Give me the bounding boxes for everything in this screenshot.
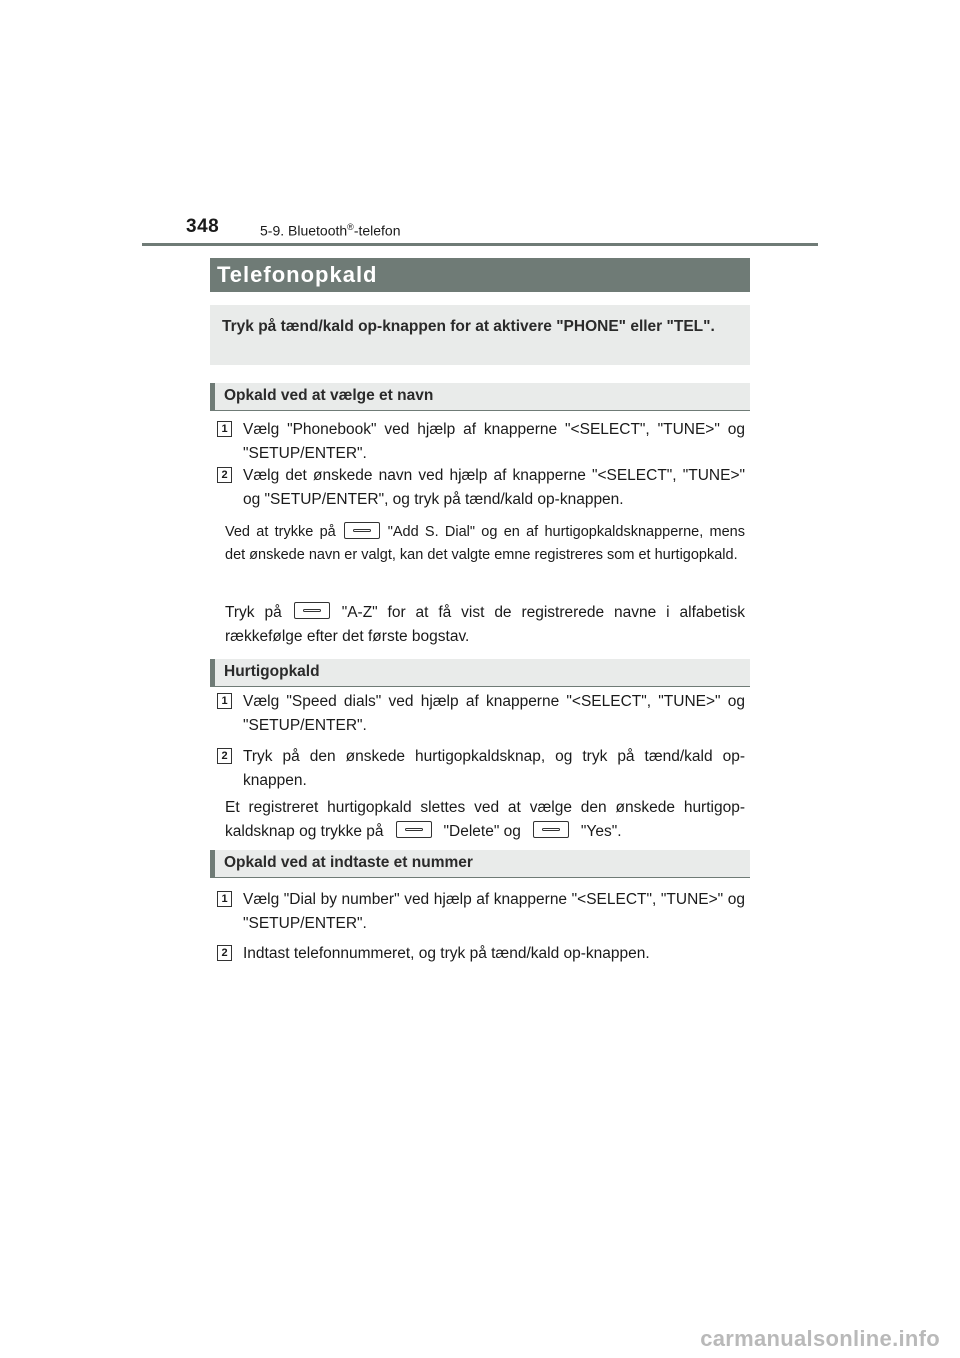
note-text: "Add S. Dial" og en af hurtigopkaldsknapperne, mens det ønskede navn er valgt, kan det valgte emne registreres som et hurtigopkald.	[225, 524, 745, 563]
step	[217, 690, 745, 738]
step	[217, 942, 745, 966]
note-add-speed-dial	[225, 521, 745, 567]
step-text: Tryk på den ønskede hurtigopkaldsknap, og tryk på tænd/kald op-knappen.	[243, 748, 745, 789]
note-text: "A-Z" for at få vist de registrerede navne i alfabetisk rækkefølge efter det første bogstav.	[225, 604, 745, 645]
steering-switch-icon	[396, 821, 432, 838]
step	[217, 745, 745, 793]
step-text: Indtast telefonnummeret, og tryk på tænd/kald op-knappen.	[243, 945, 650, 962]
note-text: Tryk på	[225, 604, 282, 621]
note-a-z	[225, 601, 745, 649]
step-number: 2	[217, 945, 232, 961]
registered-mark: ®	[347, 222, 354, 232]
step-number: 1	[217, 891, 232, 907]
note-text: Ved at trykke på	[225, 524, 336, 540]
step-text: Vælg "Speed dials" ved hjælp af knapperne "<SELECT", "TUNE>" og "SETUP/ENTER".	[243, 693, 745, 734]
chapter-prefix: 5-9. Bluetooth	[260, 222, 348, 239]
intro-box: Tryk på tænd/kald op-knappen for at aktivere "PHONE" eller "TEL".	[210, 305, 750, 365]
note-text: "Yes".	[580, 823, 622, 840]
note-text: "Delete" og	[443, 823, 521, 840]
steering-switch-icon	[533, 821, 569, 838]
chapter-title	[260, 222, 401, 239]
step	[217, 464, 745, 512]
step-number: 1	[217, 421, 232, 437]
step-number: 2	[217, 748, 232, 764]
subsection-heading-dial-number: Opkald ved at indtaste et nummer	[210, 850, 750, 878]
step	[217, 888, 745, 936]
page-number: 348	[186, 216, 220, 237]
note-text: Et registreret hurtigopkald slettes ved at vælge den ønskede hurtigop-kaldsknap og trykke på	[225, 799, 745, 840]
step	[217, 418, 745, 466]
steering-switch-icon	[344, 522, 380, 539]
note-delete-speed-dial	[225, 796, 745, 844]
header-rule	[142, 243, 818, 246]
subsection-heading-speed-dial: Hurtigopkald	[210, 659, 750, 687]
step-text: Vælg "Phonebook" ved hjælp af knapperne "<SELECT", "TUNE>" og "SETUP/ENTER".	[243, 421, 745, 462]
step-text: Vælg "Dial by number" ved hjælp af knapperne "<SELECT", "TUNE>" og "SETUP/ENTER".	[243, 891, 745, 932]
step-text: Vælg det ønskede navn ved hjælp af knapperne "<SELECT", "TUNE>" og "SETUP/ENTER", og tryk på tænd/kald op-knappen.	[243, 467, 745, 508]
subsection-heading-name-dial: Opkald ved at vælge et navn	[210, 383, 750, 411]
step-number: 2	[217, 467, 232, 483]
step-number: 1	[217, 693, 232, 709]
section-title: Telefonopkald	[210, 258, 750, 292]
chapter-suffix: -telefon	[353, 222, 401, 239]
watermark: carmanualsonline.info	[700, 1326, 940, 1351]
steering-switch-icon	[294, 602, 330, 619]
